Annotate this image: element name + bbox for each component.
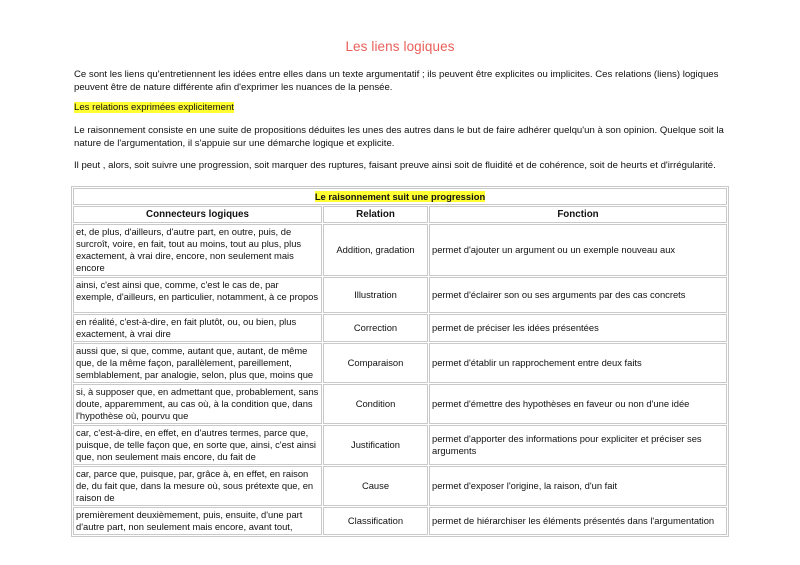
cell-relation: Condition xyxy=(323,384,428,424)
cell-fonction: permet d'ajouter un argument ou un exemple nouveau aux xyxy=(429,224,727,276)
page-title: Les liens logiques xyxy=(345,39,455,54)
cell-relation: Correction xyxy=(323,314,428,342)
table-banner-cell xyxy=(73,188,727,205)
cell-relation: Classification xyxy=(323,507,428,535)
cell-relation: Illustration xyxy=(323,277,428,313)
header-relation: Relation xyxy=(323,206,428,223)
cell-fonction: permet d'établir un rapprochement entre deux faits xyxy=(429,343,727,383)
table-header-row xyxy=(73,206,727,223)
cell-relation: Addition, gradation xyxy=(323,224,428,276)
cell-fonction: permet d'éclairer son ou ses arguments par des cas concrets xyxy=(429,277,727,313)
connectors-table xyxy=(71,186,729,537)
cell-connecteurs: et, de plus, d'ailleurs, d'autre part, en outre, puis, de surcroît, voire, en fait, tout au moins, tout au plus, plus exactement, à vrai dire, encore, non seulement mais encore xyxy=(73,224,322,276)
table-row xyxy=(73,343,727,383)
cell-fonction: permet d'apporter des informations pour expliciter et préciser ses arguments xyxy=(429,425,727,465)
table-banner: Le raisonnement suit une progression xyxy=(314,190,486,202)
cell-fonction: permet d'émettre des hypothèses en faveur ou non d'une idée xyxy=(429,384,727,424)
reasoning-paragraph: Le raisonnement consiste en une suite de propositions déduites les unes des autres dans le but de faire adhérer quelqu'un à son opinion. Quelque soit la nature de l'argumentation, il s'appuie sur une démarche logique et explicite. xyxy=(74,125,724,149)
cell-connecteurs: ainsi, c'est ainsi que, comme, c'est le cas de, par exemple, d'ailleurs, en particulier, notamment, à ce propos xyxy=(73,277,322,313)
section-heading-wrapper xyxy=(74,102,734,115)
table-row xyxy=(73,384,727,424)
progression-paragraph: Il peut , alors, soit suivre une progression, soit marquer des ruptures, faisant preuve ainsi soit de fluidité et de cohérence, soit de heurts et d'irrégularité. xyxy=(74,160,716,171)
section-heading: Les relations exprimées explicitement xyxy=(74,102,234,113)
table-row xyxy=(73,425,727,465)
cell-relation: Justification xyxy=(323,425,428,465)
table-row xyxy=(73,224,727,276)
table-row xyxy=(73,507,727,535)
cell-connecteurs: en réalité, c'est-à-dire, en fait plutôt, ou, ou bien, plus exactement, à vrai dire xyxy=(73,314,322,342)
cell-connecteurs: car, parce que, puisque, par, grâce à, en effet, en raison de, du fait que, dans la mesure où, sous prétexte que, en raison de xyxy=(73,466,322,506)
cell-connecteurs: premièrement deuxièmement, puis, ensuite, d'une part d'autre part, non seulement mais encore, avant tout, xyxy=(73,507,322,535)
cell-fonction: permet d'exposer l'origine, la raison, d'un fait xyxy=(429,466,727,506)
table-row xyxy=(73,277,727,313)
intro-paragraph: Ce sont les liens qu'entretiennent les idées entre elles dans un texte argumentatif ; ils peuvent être explicites ou implicites. Ces relations (liens) logiques peuvent être de nature différente afin d'exprimer les nuances de la pensée. xyxy=(74,69,719,93)
cell-connecteurs: aussi que, si que, comme, autant que, autant, de même que, de la même façon, parallèlement, pareillement, semblablement, par analogie, selon, plus que, moins que xyxy=(73,343,322,383)
cell-relation: Comparaison xyxy=(323,343,428,383)
cell-connecteurs: car, c'est-à-dire, en effet, en d'autres termes, parce que, puisque, de telle façon que, en sorte que, ainsi, c'est ainsi que, non seulement mais encore, du fait de xyxy=(73,425,322,465)
table-banner-row xyxy=(73,188,727,205)
cell-relation: Cause xyxy=(323,466,428,506)
header-connecteurs: Connecteurs logiques xyxy=(73,206,322,223)
table-row xyxy=(73,314,727,342)
table-row xyxy=(73,466,727,506)
header-fonction: Fonction xyxy=(429,206,727,223)
cell-fonction: permet de préciser les idées présentées xyxy=(429,314,727,342)
cell-fonction: permet de hiérarchiser les éléments présentés dans l'argumentation xyxy=(429,507,727,535)
cell-connecteurs: si, à supposer que, en admettant que, probablement, sans doute, apparemment, au cas où, à la condition que, dans l'hypothèse où, pourvu que xyxy=(73,384,322,424)
